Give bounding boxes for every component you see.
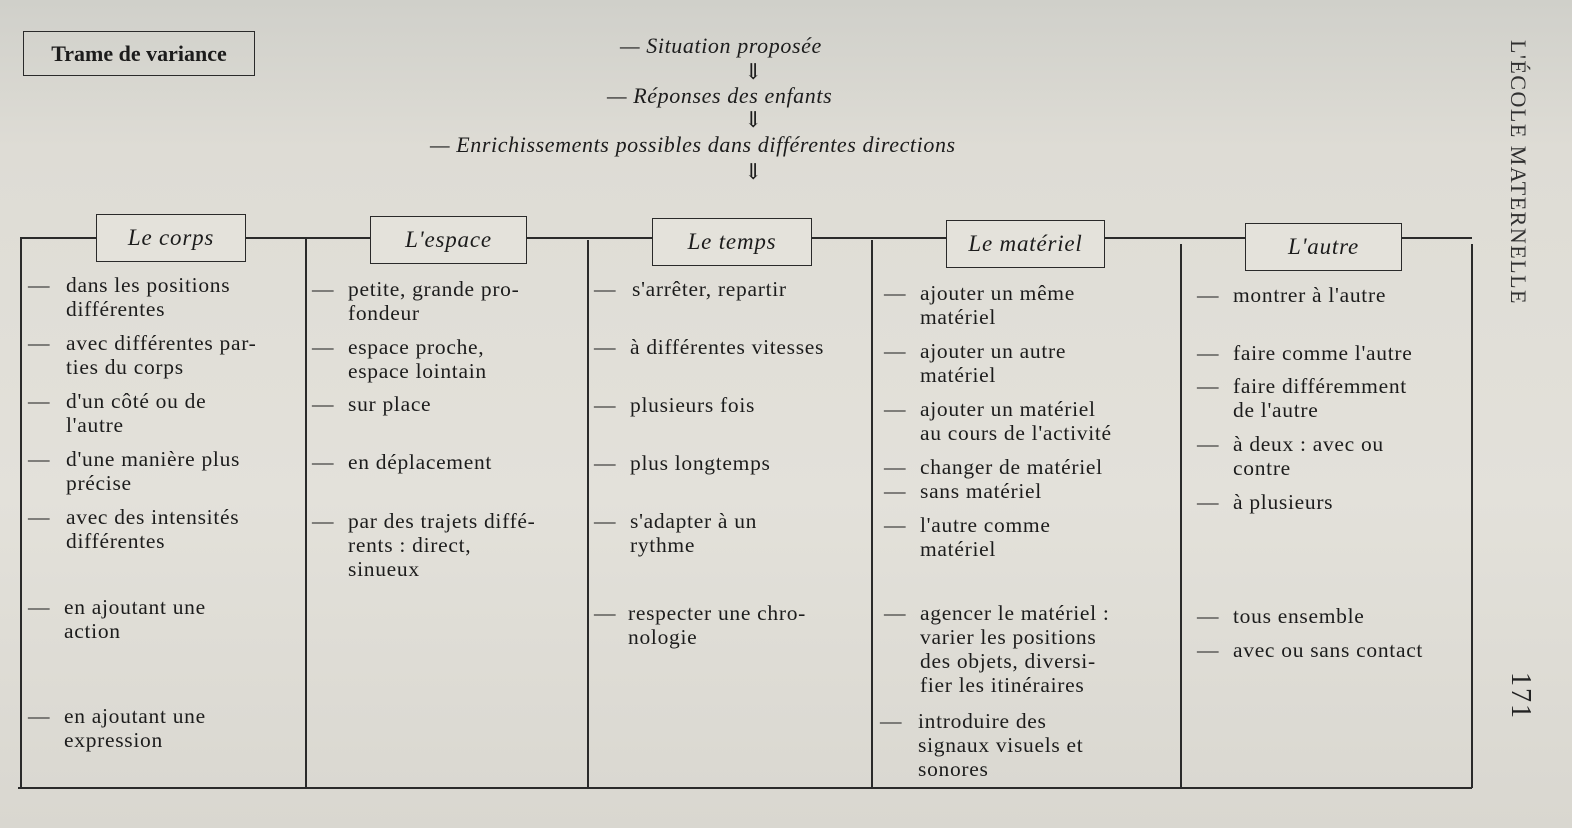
column-heading-temps: Le temps <box>652 218 812 266</box>
column-divider <box>305 237 307 788</box>
flow-step-situation: — Situation proposée <box>620 33 822 58</box>
column-divider <box>587 240 589 788</box>
column-heading-espace: L'espace <box>370 216 527 264</box>
table-bottom-rule <box>18 787 1472 789</box>
down-arrow-icon: ⇓ <box>744 107 763 132</box>
down-arrow-icon: ⇓ <box>744 59 763 84</box>
flow-step-reponses: — Réponses des enfants <box>607 83 833 108</box>
column-divider <box>1180 244 1182 788</box>
column-divider <box>871 240 873 788</box>
running-head: L'ÉCOLE MATERNELLE <box>1506 40 1531 305</box>
flow-step-enrichissements: — Enrichissements possibles dans différentes directions <box>430 132 956 157</box>
page-title: Trame de variance <box>23 31 255 76</box>
column-heading-corps: Le corps <box>96 214 246 262</box>
down-arrow-icon: ⇓ <box>744 159 763 184</box>
column-divider <box>1471 244 1473 788</box>
page: Trame de variance — Situation proposée ⇓ — Réponses des enfants ⇓ — Enrichissements possibles dans différentes directions ⇓ Le corps L'espace Le temps Le matériel L'autre — dans les positions différentes — avec différentes par- ties du corps — d'un côté ou de l'autre — d'une manière plus précise — avec des intensités différentes — en ajoutant une action — en ajoutant une expression — petite, grande pro- fondeur — espace proche, espace lointain — sur place — en déplacement — par des trajets diffé- rents : direct, sinueux — s'arrêter, repartir — à différentes vitesses — plusieurs fois — plus longtemps — s'adapter à un rythme — respecter une chro- nologie — ajouter un même matériel — ajouter un autre matériel — ajouter un matériel au cours de l'activité — — changer de matériel sans matériel — l'autre comme matériel — agencer le matériel : varier les positions des objets, diversi- fier les itinéraires — introduire des signaux visuels et sonores — montrer à l'autre — faire comme l'autre — faire différemment de l'autre — à deux : avec ou contre — à plusieurs — tous ensemble — avec ou sans contact L'ÉCOLE MATERNELLE 171 <box>0 0 1572 828</box>
page-number: 171 <box>1505 672 1536 720</box>
column-divider <box>20 237 22 788</box>
column-heading-materiel: Le matériel <box>946 220 1105 268</box>
column-heading-autre: L'autre <box>1245 223 1402 271</box>
